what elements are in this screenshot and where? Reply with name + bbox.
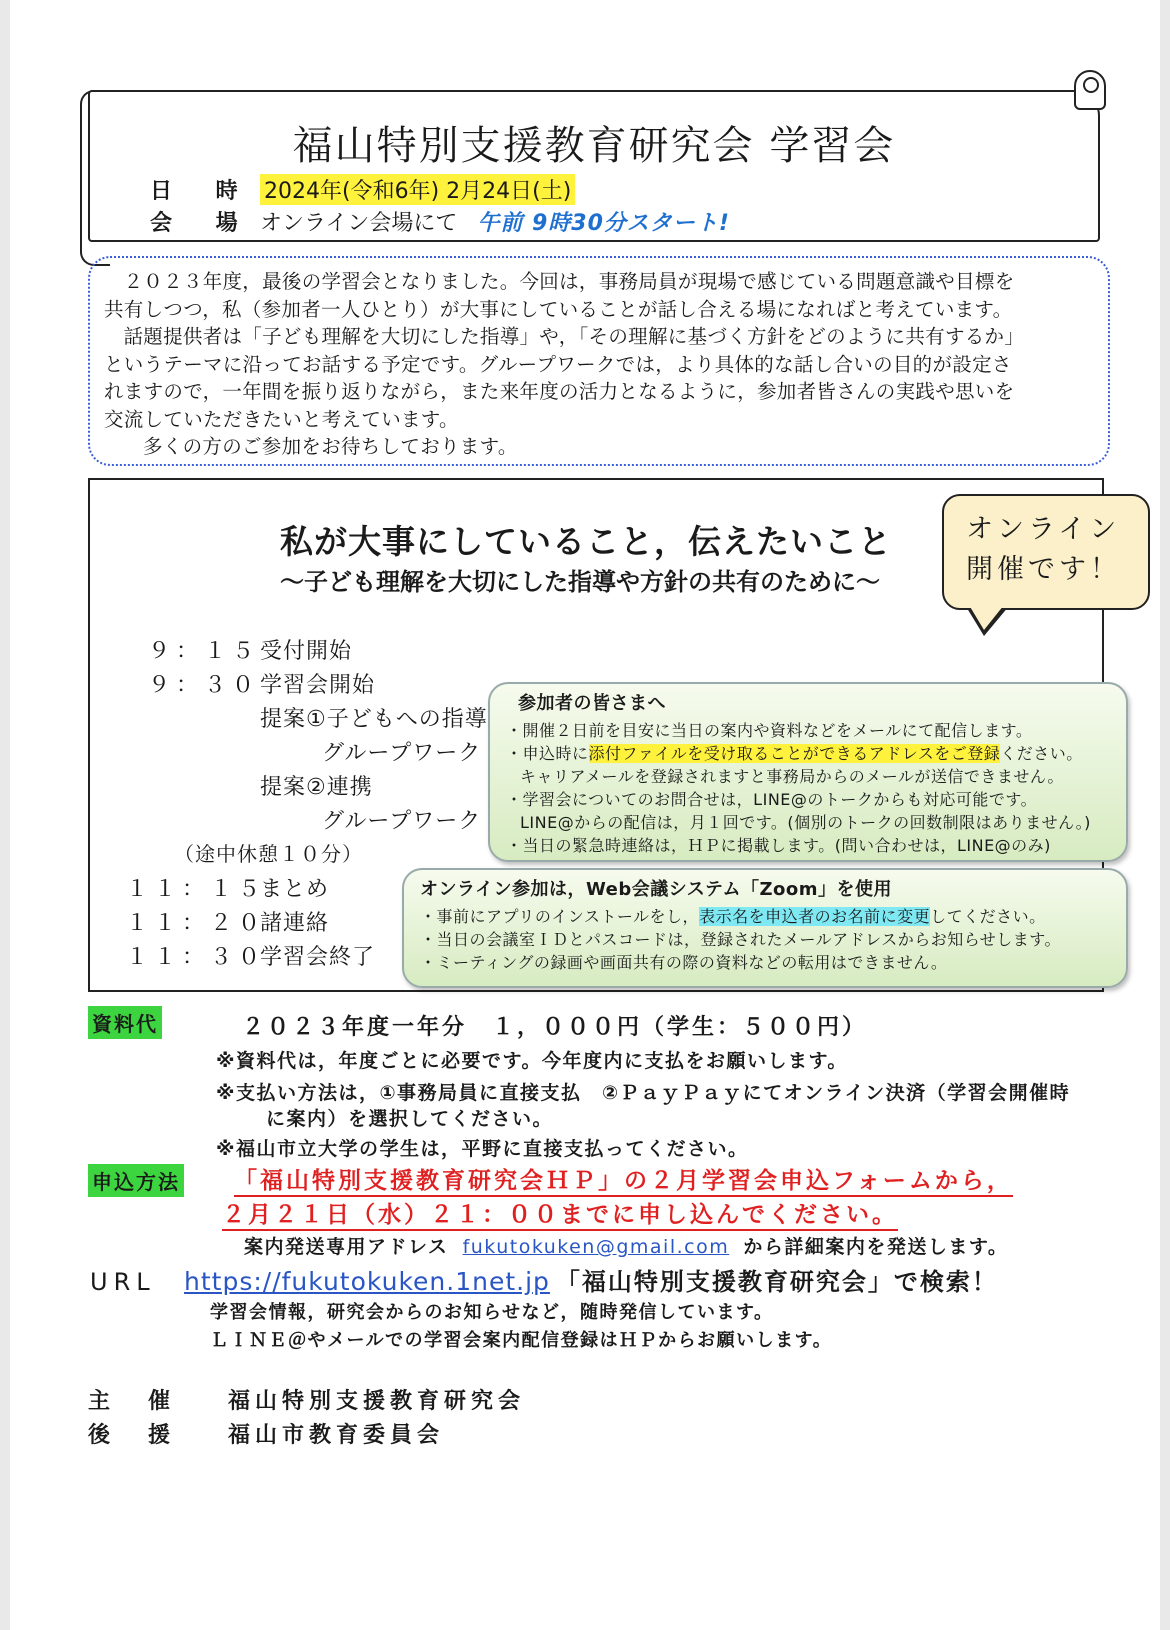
intro-line: というテーマに沿ってお話する予定です。グループワークでは，より具体的な話し合いの目的が設定さ (104, 352, 1012, 376)
note-line: ・開催２日前を目安に当日の案内や資料などをメールにて配信します。 (506, 721, 1033, 740)
host-row: 主催 福山特別支援教育研究会 (88, 1389, 526, 1414)
note-line: ・ミーティングの録画や画面共有の際の資料などの転用はできません。 (420, 953, 948, 972)
schedule-row: グループワーク (322, 809, 482, 834)
note-line: LINE@からの配信は，月１回です。(個別のトークの回数制限はありません。) (520, 813, 1091, 832)
intro-line: 共有しつつ，私（参加者一人ひとり）が大事にしていることが話し合える場になればと考えています。 (104, 297, 1013, 321)
schedule-row: グループワーク (322, 741, 482, 766)
url-note: ＬＩＮＥ＠やメールでの学習会案内配信登録はＨＰからお願いします。 (210, 1330, 833, 1351)
schedule-row: １１：１５まとめ (126, 877, 330, 902)
intro-line: れますので，一年間を振り返りながら，また来年度の活力となるように，参加者皆さんの実践や思いを (104, 380, 1015, 403)
fee-note: ※資料代は，年度ごとに必要です。今年度内に支払をお願いします。 (216, 1050, 848, 1072)
apply-instruction: 「福山特別支援教育研究会ＨＰ」の２月学習会申込フォームから， (234, 1162, 1013, 1197)
date-row (150, 174, 575, 205)
program-subtitle: ～子ども理解を大切にした指導や方針の共有のために～ (280, 568, 880, 596)
fee-note: に案内）を選択してください。 (266, 1108, 554, 1130)
title-banner (88, 90, 1100, 242)
fee-note: ※福山市立大学の学生は，平野に直接支払ってください。 (216, 1138, 749, 1160)
note-line: ・学習会についてのお問合せは，LINE@のトークからも対応可能です。 (506, 790, 1038, 809)
mail-info: 案内発送専用アドレス fukutokuken@gmail.com から詳細案内を発送します。 (244, 1236, 1009, 1258)
url-label: URL (90, 1268, 156, 1296)
intro-line: 多くの方のご参加をお待ちしております。 (143, 435, 518, 458)
participants-note-box (488, 682, 1128, 862)
note-line: ・当日の緊急時連絡は，ＨＰに掲載します。(問い合わせは，LINE@のみ) (506, 836, 1051, 855)
note-line: ・当日の会議室ＩＤとパスコードは，登録されたメールアドレスからお知らせします。 (420, 930, 1061, 949)
online-bubble (942, 494, 1150, 610)
program-title: 私が大事にしていること，伝えたいこと (280, 522, 892, 561)
fee-note: ※支払い方法は，①事務局員に直接支払 ②ＰａｙＰａｙにてオンライン決済（学習会開催時 (216, 1082, 1071, 1104)
venue-label: 会 場 (150, 211, 256, 236)
support-row: 後援 福山市教育委員会 (88, 1423, 445, 1448)
schedule-row: ９：１５受付開始 (148, 639, 353, 664)
apply-tag: 申込方法 (88, 1164, 184, 1197)
mail-address-link[interactable]: fukutokuken@gmail.com (462, 1236, 730, 1258)
participants-heading: 参加者の皆さまへ (518, 693, 666, 714)
zoom-heading: オンライン参加は，Web会議システム「Zoom」を使用 (420, 879, 893, 900)
bubble-tail-inner (966, 600, 1008, 630)
intro-line: 話題提供者は「子ども理解を大切にした指導」や，「その理解に基づく方針をどのように共有するか」 (123, 325, 1025, 348)
schedule-row: （途中休憩１０分） (174, 842, 363, 866)
page-title: 福山特別支援教育研究会 学習会 (292, 123, 896, 169)
intro-box (88, 256, 1110, 466)
schedule-row: １１：３０学習会終了 (126, 945, 376, 970)
intro-line: ２０２３年度，最後の学習会となりました。今回は，事務局員が現場で感じている問題意識や目標を (123, 270, 1015, 293)
fee-amount: ２０２３年度一年分 １，０００円（学生：５００円） (242, 1015, 868, 1040)
bubble-line: オンライン (966, 514, 1121, 545)
schedule-row: 提案①子どもへの指導 (260, 707, 488, 732)
bubble-line: 開催です！ (966, 554, 1121, 585)
venue-value: オンライン会場にて (260, 211, 458, 236)
url-row (90, 1262, 998, 1297)
schedule-row: 提案②連携 (260, 775, 373, 800)
search-hint: 「福山特別支援教育研究会」で検索！ (555, 1268, 998, 1296)
flyer-page (10, 0, 1160, 1630)
homepage-link[interactable]: https://fukutokuken.1net.jp (184, 1267, 550, 1296)
zoom-note-box (402, 868, 1128, 988)
intro-line: 交流していただきたいと考えています。 (104, 407, 459, 431)
date-value: 2024年(令和6年) 2月24日(土) (260, 174, 575, 205)
url-note: 学習会情報，研究会からのお知らせなど，随時発信しています。 (210, 1302, 774, 1323)
schedule-row: １１：２０諸連絡 (126, 911, 330, 936)
note-line: ・事前にアプリのインストールをし，表示名を申込者のお名前に変更してください。 (420, 907, 1046, 926)
date-label: 日 時 (150, 179, 256, 204)
fee-tag: 資料代 (88, 1006, 162, 1039)
apply-deadline: ２月２１日（水）２１：００までに申し込んでください。 (222, 1196, 898, 1231)
venue-row (150, 206, 730, 237)
note-line: キャリアメールを登録されますと事務局からのメールが送信できません。 (520, 767, 1064, 786)
schedule-row: ９：３０学習会開始 (148, 673, 376, 698)
scroll-right-curl (1074, 70, 1106, 110)
start-time: 午前 9時30分スタート! (477, 211, 730, 236)
note-line: ・申込時に添付ファイルを受け取ることができるアドレスをご登録ください。 (506, 744, 1083, 763)
